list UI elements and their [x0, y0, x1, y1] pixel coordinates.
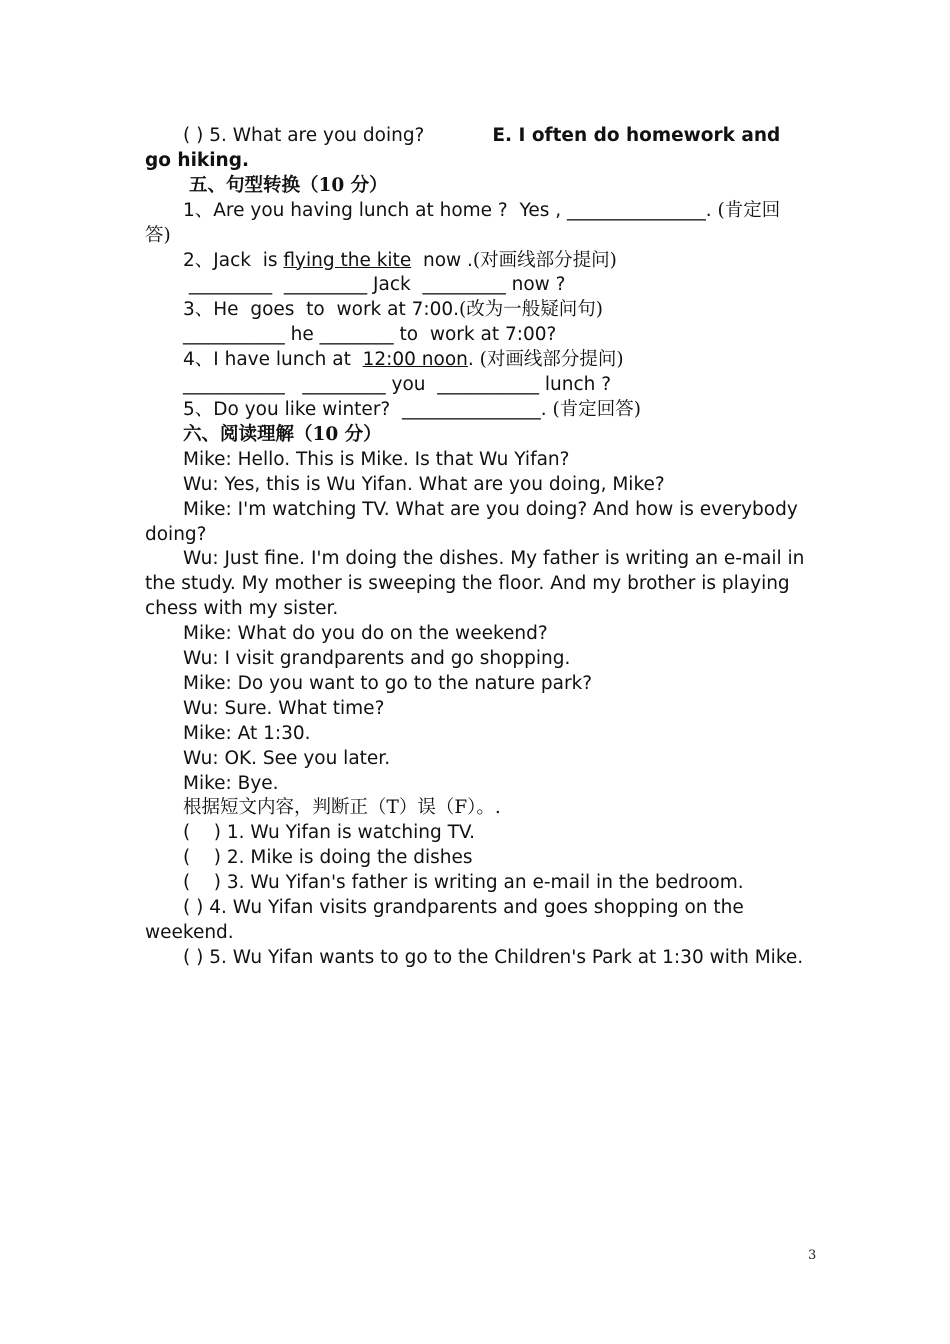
transform-question-5	[145, 398, 825, 423]
dialogue-line: Wu: OK. See you later.	[183, 747, 391, 769]
transform-question-3	[145, 298, 825, 323]
question-note: (肯定回	[711, 199, 781, 221]
answer-blank-line: ___________ he ________ to work at 7:00?	[183, 324, 557, 346]
true-false-question-2: ( ) 2. Mike is doing the dishes	[183, 847, 473, 869]
question-note: (对画线部分提问)	[479, 349, 624, 371]
dialogue-line: Mike: Do you want to go to the nature park?	[183, 672, 593, 694]
question-text: 1、Are you having lunch at home ? Yes , _______________.	[183, 199, 712, 221]
true-false-instruction: 根据短文内容，判断正（T）误（F）。.	[183, 797, 501, 819]
answer-blank-line: _________ _________ Jack _________ now ?	[183, 274, 566, 296]
transform-question-4	[145, 348, 825, 373]
transform-question-1-note-continued: 答)	[145, 224, 171, 246]
dialogue-line: Wu: Yes, this is Wu Yifan. What are you doing, Mike?	[183, 473, 665, 495]
question-text: ( ) 5. What are you doing?	[183, 125, 425, 146]
true-false-question-5: ( ) 5. Wu Yifan wants to go to the Children's Park at 1:30 with Mike.	[183, 946, 804, 968]
question-note: (对画线部分提问)	[472, 249, 617, 271]
question-text: 2、Jack is	[183, 249, 284, 271]
question-text: .	[467, 349, 480, 371]
true-false-question-4: ( ) 4. Wu Yifan visits grandparents and goes shopping on the weekend.	[145, 897, 744, 943]
underlined-phrase: 12:00 noon	[362, 349, 468, 371]
transform-question-1	[145, 199, 825, 224]
answer-blank-line: ___________ _________ you ___________ lunch ?	[183, 374, 612, 396]
dialogue-line: Wu: I visit grandparents and go shopping.	[183, 648, 571, 670]
page-number: 3	[808, 1248, 817, 1263]
document-page	[145, 124, 825, 971]
question-note: (改为一般疑问句)	[459, 299, 603, 321]
answer-option-e-continued: go hiking.	[145, 149, 249, 171]
dialogue-line: Wu: Sure. What time?	[183, 697, 385, 719]
dialogue-line: Mike: At 1:30.	[183, 722, 311, 744]
section-5-title: 五、句型转换（10 分）	[189, 174, 388, 196]
question-text: 5、Do you like winter? _______________.	[183, 398, 553, 420]
dialogue-line: Mike: Hello. This is Mike. Is that Wu Yifan?	[183, 448, 570, 470]
question-text: now .	[411, 249, 473, 271]
question-text: 4、I have lunch at	[183, 349, 363, 371]
dialogue-line: Wu: Just fine. I'm doing the dishes. My father is writing an e-mail in the study. My mother is sweeping the floor. And my brother is playing chess with my sister.	[145, 548, 805, 620]
true-false-question-1: ( ) 1. Wu Yifan is watching TV.	[183, 822, 476, 844]
section-6-title: 六、阅读理解（10 分）	[183, 423, 382, 445]
dialogue-line: Mike: Bye.	[183, 772, 279, 794]
underlined-phrase: flying the kite	[283, 249, 412, 271]
dialogue-line: Mike: I'm watching TV. What are you doing? And how is everybody doing?	[145, 498, 798, 545]
question-text: 3、He goes to work at 7:00.	[183, 299, 460, 321]
transform-question-2	[145, 249, 825, 274]
true-false-question-3: ( ) 3. Wu Yifan's father is writing an e-mail in the bedroom.	[183, 872, 744, 894]
match-question-5	[145, 124, 825, 149]
dialogue-line: Mike: What do you do on the weekend?	[183, 623, 548, 645]
question-note: (肯定回答)	[552, 398, 641, 420]
answer-option-e: E. I often do homework and	[492, 125, 781, 146]
